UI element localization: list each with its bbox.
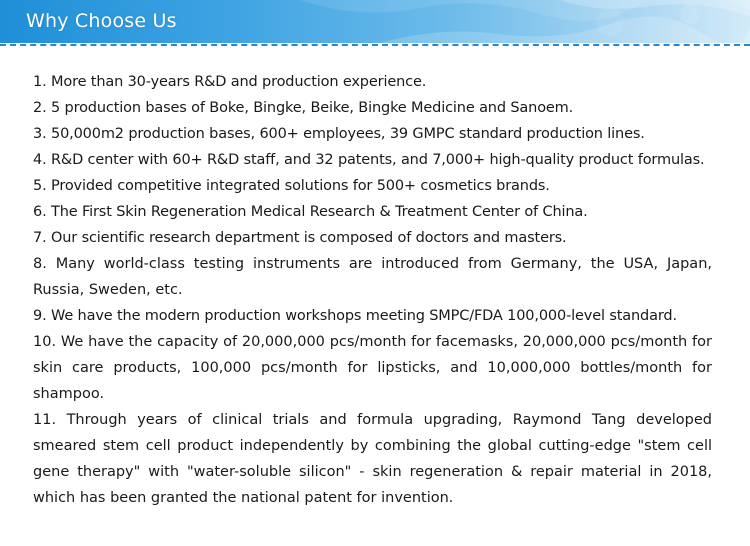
header-divider xyxy=(0,44,750,46)
point-9: 9. We have the modern production workshops meeting SMPC/FDA 100,000-level standard. xyxy=(33,308,677,324)
point-11: 11. Through years of clinical trials and formula upgrading, Raymond Tang developed smeared stem cell product independently by combining the global cutting-edge "stem cell gene therapy" with "water-soluble silicon" - skin regeneration & repair material in 2018, which has been granted the national patent for invention. xyxy=(33,412,712,506)
header-banner xyxy=(0,0,750,43)
point-5: 5. Provided competitive integrated solutions for 500+ cosmetics brands. xyxy=(33,178,550,194)
point-6: 6. The First Skin Regeneration Medical Research & Treatment Center of China. xyxy=(33,204,588,220)
point-1: 1. More than 30-years R&D and production experience. xyxy=(33,74,427,90)
point-8: 8. Many world-class testing instruments are introduced from Germany, the USA, Japan, Russia, Sweden, etc. xyxy=(33,256,712,298)
point-2: 2. 5 production bases of Boke, Bingke, Beike, Bingke Medicine and Sanoem. xyxy=(33,100,574,116)
point-10: 10. We have the capacity of 20,000,000 pcs/month for facemasks, 20,000,000 pcs/month for skin care products, 100,000 pcs/month for lipsticks, and 10,000,000 bottles/month for shampoo. xyxy=(33,334,712,402)
point-4: 4. R&D center with 60+ R&D staff, and 32 patents, and 7,000+ high-quality product formulas. xyxy=(33,152,705,168)
points-list xyxy=(33,69,712,511)
section-title: Why Choose Us xyxy=(26,10,177,32)
point-7: 7. Our scientific research department is composed of doctors and masters. xyxy=(33,230,567,246)
point-3: 3. 50,000m2 production bases, 600+ employees, 39 GMPC standard production lines. xyxy=(33,126,645,142)
